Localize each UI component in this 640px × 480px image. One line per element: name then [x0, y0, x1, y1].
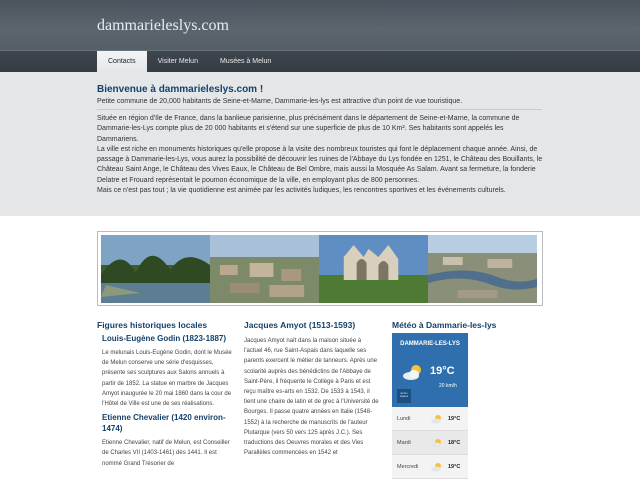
person-bio: Le melunais Louis-Eugène Godin, dont le Musée de Melun conserve une série d'esquisses, présente ses sculptures aux Salons annuels à partir de 1852. La statue en marbre de Jacques Amyot inaugurée le 20 mai 1860 dans la cour de l'Hôtel de Ville est une de ses réalisations.: [102, 350, 232, 408]
welcome-title: Bienvenue à dammarieleslys.com !: [97, 84, 264, 95]
forecast-day: Lundi: [397, 415, 411, 422]
intro-text: [97, 114, 545, 196]
site-title[interactable]: dammarieleslys.com: [97, 17, 229, 34]
figures-title: Figures historiques locales: [97, 320, 208, 330]
intro-paragraph: Mais ce n'est pas tout ; la vie quotidienne est animée par les activités ludiques, les rencontres sportives et les événements culturels.: [97, 187, 506, 195]
site-header: [0, 0, 640, 72]
forecast-row: [392, 407, 468, 431]
photo-abbey-ruins: [319, 235, 428, 303]
sun-cloud-icon: [402, 363, 424, 381]
forecast-row: [392, 431, 468, 455]
meteo-france-logo: [397, 389, 411, 403]
forecast-day: Mercredi: [397, 463, 419, 470]
weather-city: DAMMARIE-LES-LYS: [400, 341, 460, 347]
person-bio: Etienne Chevalier, natif de Melun, est Conseiller de Charles VII (1403-1461) dès 1441. Il est nommé Grand Trésorier de: [102, 440, 230, 467]
weather-title: Météo à Dammarie-les-lys: [392, 320, 497, 330]
nav-item-contacts[interactable]: Contacts: [97, 51, 147, 72]
weather-temp: 19°C: [430, 365, 455, 377]
welcome-subtitle: Petite commune de 20,000 habitants de Seine-et-Marne, Dammarie-les-lys est attractive d'un point de vue touristique.: [97, 98, 463, 105]
amyot-title: Jacques Amyot (1513-1593): [244, 320, 356, 330]
sun-cloud-icon: [430, 462, 444, 472]
person-name: Louis-Eugène Godin (1823-1887): [102, 334, 227, 343]
weather-widget[interactable]: [392, 333, 468, 479]
main-nav: [97, 51, 282, 72]
photo-town-aerial: [210, 235, 319, 303]
nav-item-musees[interactable]: Musées à Melun: [219, 58, 272, 65]
forecast-day: Mardi: [397, 439, 411, 446]
sun-cloud-icon: [430, 414, 444, 424]
figures-column: [97, 320, 232, 469]
divider: [97, 109, 542, 110]
intro-paragraph: La ville est riche en monuments historiques qu'elle propose à la visite des nombreux touristes qui font le déplacement chaque année. Ainsi, de passage à Dammarie-les-Lys, vous aurez la possibilité de découvrir les ruines de l'Abbaye du Lys fondée en 1251, le Château des Bouillants, le Château Saint Ange, le Château des Vives Eaux, le Château de Bel Ombre, mais aussi la Mosquée As Salam. Avant sa fermeture, la fonderie Delatre et Frouard représentait le poumon économique de la ville, en employant plus de 800 personnes.: [97, 145, 543, 184]
forecast-temp: 19°C: [448, 463, 461, 470]
forecast-temp: 18°C: [448, 439, 461, 446]
person-name: Etienne Chevalier (1420 environ-1474): [102, 413, 226, 434]
forecast-temp: 19°C: [448, 415, 461, 422]
photo-park-river: [101, 235, 210, 303]
amyot-bio: Jacques Amyot naît dans la maison située à l'actuel 46, rue Saint-Aspais dans laquelle ses parents exercent le métier de tanneurs. Après une scolarité auprès des bénédictins de l'Abbaye de Saint-Père, il fréquente le Collège à Paris et est reçu maître es-arts en 1532. De 1533 à 1543, il tient une chaire de latin et de grec à l'Université de Bourges. Il passe quatre années en Italie (1548-1552) à la recherche de manuscrits de l'auteur Plutarque (vers 50 vers 125 après J.C.). Ses traductions des Oeuvres morales et des Vies Parallèles commencées en 1542 et: [244, 338, 379, 457]
weather-wind: 20 km/h: [439, 383, 457, 389]
meteo-france-logo-text: METEO FRANCE: [399, 392, 409, 398]
intro-paragraph: Située en région d'Ile de France, dans la banlieue parisienne, plus précisément dans le département de Seine-et-Marne, la commune de Dammarie-les-Lys compte plus de 20 000 habitants et s'étend sur une superficie de plus de 10 Km². Ses habitants sont appelés les Dammariens.: [97, 115, 520, 143]
weather-column: [392, 320, 542, 330]
amyot-column: [244, 320, 379, 458]
photo-river-panorama: [428, 235, 537, 303]
photo-gallery: [97, 231, 543, 306]
weather-card: [392, 333, 468, 407]
nav-bar: [0, 50, 640, 72]
nav-item-visiter-melun[interactable]: Visiter Melun: [157, 58, 198, 65]
forecast-row: [392, 455, 468, 479]
sun-cloud-icon: [430, 438, 444, 448]
